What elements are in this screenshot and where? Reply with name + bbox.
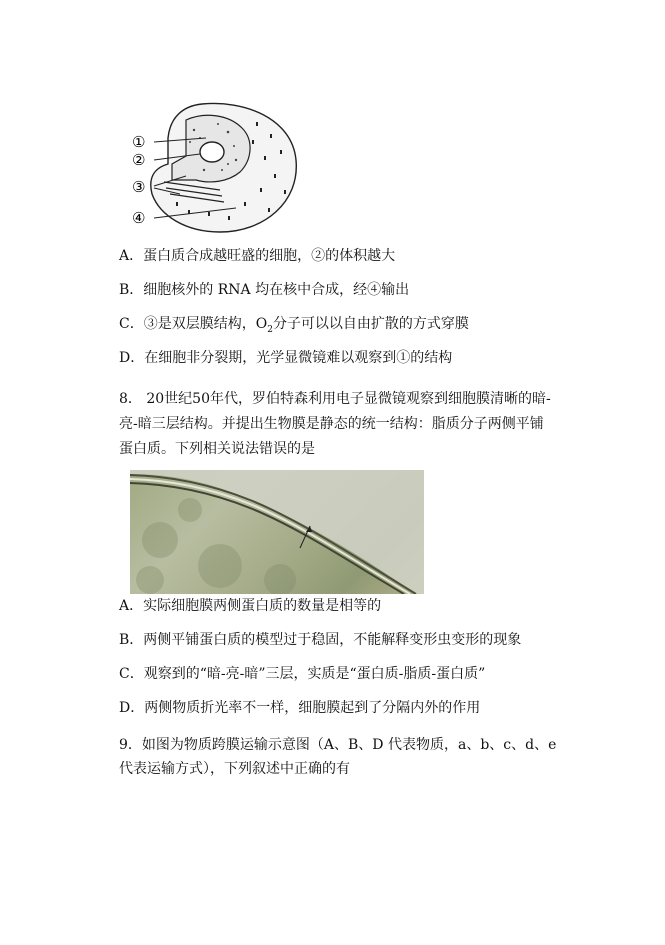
q7-option-c-text: C．③是双层膜结构，O	[119, 316, 268, 332]
q8-stem-line-2: 亮-暗三层结构。并提出生物膜是静态的统一结构：脂质分子两侧平铺	[119, 416, 544, 432]
membrane-micrograph	[130, 470, 424, 594]
label-3: ③	[132, 178, 146, 196]
q8-option-d: D．两侧物质折光率不一样，细胞膜起到了分隔内外的作用	[119, 700, 481, 716]
q7-option-c-rest: 分子可以以自由扩散的方式穿膜	[272, 316, 469, 332]
label-2: ②	[132, 151, 146, 169]
q8-stem-line-3: 蛋白质。下列相关说法错误的是	[119, 441, 315, 457]
q8-option-c: C．观察到的“暗-亮-暗”三层，实质是“蛋白质-脂质-蛋白质”	[119, 666, 486, 682]
q7-option-d: D．在细胞非分裂期，光学显微镜难以观察到①的结构	[119, 350, 453, 366]
q7-option-b: B．细胞核外的 RNA 均在核中合成，经④输出	[119, 282, 410, 298]
q9-stem-line-1: 9．如图为物质跨膜运输示意图（A、B、D 代表物质，a、b、c、d、e	[119, 737, 557, 753]
q7-option-c-subscript: 2	[267, 324, 273, 335]
q9-stem-line-2: 代表运输方式），下列叙述中正确的有	[119, 761, 350, 777]
q8-stem-line-1: 8． 20世纪50年代，罗伯特森利用电子显微镜观察到细胞膜清晰的暗-	[119, 391, 551, 407]
label-1: ①	[132, 133, 146, 151]
q7-option-a: A．蛋白质合成越旺盛的细胞，②的体积越大	[119, 248, 396, 264]
membrane-image	[130, 470, 424, 594]
cell-diagram	[124, 98, 304, 238]
q8-option-b: B．两侧平铺蛋白质的模型过于稳固，不能解释变形虫变形的现象	[119, 632, 522, 648]
q7-option-c	[119, 315, 469, 339]
nucleolus	[200, 142, 224, 162]
label-4: ④	[132, 209, 146, 227]
q8-option-a: A．实际细胞膜两侧蛋白质的数量是相等的	[119, 598, 382, 614]
cell-structure-figure	[124, 98, 304, 238]
